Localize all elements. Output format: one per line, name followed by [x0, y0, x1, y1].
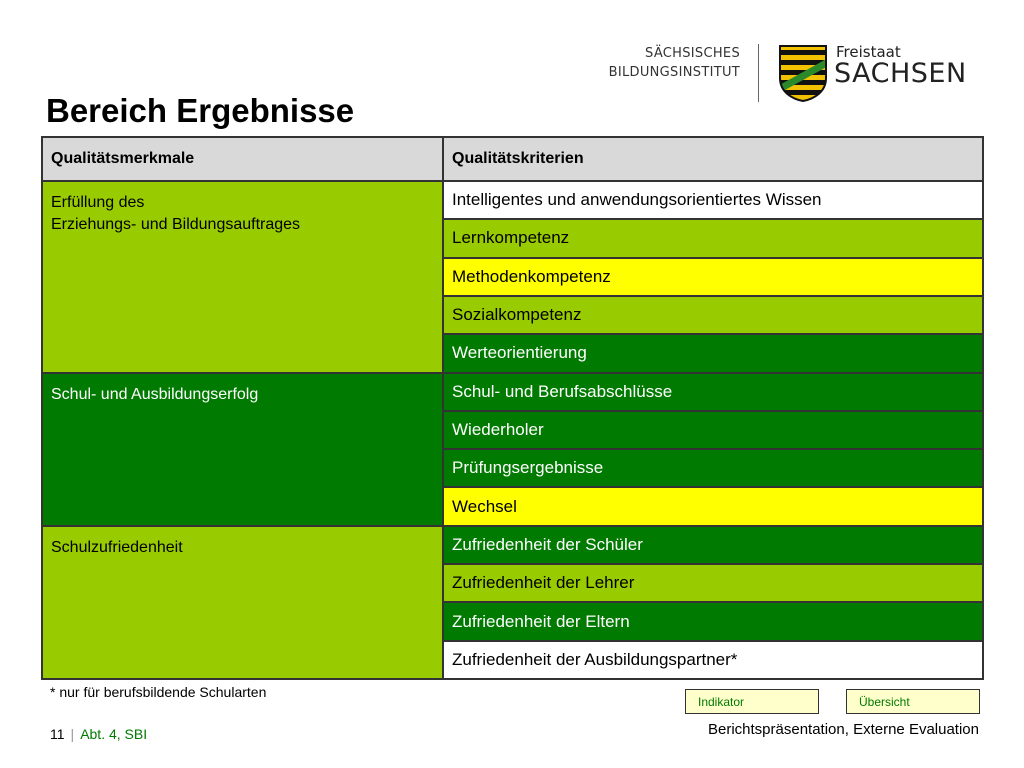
criterion-cell: Wechsel	[444, 488, 982, 524]
criterion-cell: Sozialkompetenz	[444, 297, 982, 333]
presentation-title: Berichtspräsentation, Externe Evaluation	[708, 721, 979, 738]
footnote: * nur für berufsbildende Schularten	[50, 684, 267, 700]
logo-divider	[758, 44, 759, 102]
footer-left	[50, 726, 147, 742]
criterion-cell: Prüfungsergebnisse	[444, 450, 982, 486]
group-label-line1: Erfüllung des	[51, 194, 145, 211]
footer-separator: |	[70, 726, 75, 742]
uebersicht-button[interactable]: Übersicht	[846, 689, 980, 714]
column-header-merkmale: Qualitätsmerkmale	[43, 138, 442, 180]
criterion-cell: Lernkompetenz	[444, 220, 982, 256]
group-cell-erfuellung	[43, 182, 442, 372]
group-cell-schulzufriedenheit	[43, 527, 442, 678]
page-title: Bereich Ergebnisse	[46, 92, 355, 129]
institute-name-line2: BILDUNGSINSTITUT	[608, 65, 740, 80]
column-header-kriterien: Qualitätskriterien	[444, 138, 982, 180]
results-table	[41, 136, 984, 680]
institute-logo-text	[588, 44, 740, 82]
criterion-cell: Wiederholer	[444, 412, 982, 448]
group-label: Schul- und Ausbildungserfolg	[51, 385, 259, 403]
criterion-cell: Werteorientierung	[444, 335, 982, 371]
group-label: Schulzufriedenheit	[51, 538, 183, 556]
state-name-small: Freistaat	[836, 43, 901, 61]
criterion-cell: Intelligentes und anwendungsorientiertes Wissen	[444, 182, 982, 218]
group-label-line2: Erziehungs- und Bildungsauftrages	[51, 216, 301, 233]
page-number: 11	[50, 726, 65, 742]
criterion-cell: Zufriedenheit der Schüler	[444, 527, 982, 563]
criterion-cell: Schul- und Berufsabschlüsse	[444, 374, 982, 410]
indikator-button[interactable]: Indikator	[685, 689, 819, 714]
group-cell-schulerfolg	[43, 374, 442, 525]
criterion-cell: Zufriedenheit der Lehrer	[444, 565, 982, 601]
institute-name-line1: SÄCHSISCHES	[645, 46, 740, 61]
saxony-coat-of-arms-icon	[778, 44, 828, 102]
state-name-big: SACHSEN	[834, 58, 967, 89]
criterion-cell: Methodenkompetenz	[444, 259, 982, 295]
department-label: Abt. 4, SBI	[80, 726, 148, 742]
criterion-cell: Zufriedenheit der Eltern	[444, 603, 982, 639]
criterion-cell: Zufriedenheit der Ausbildungspartner*	[444, 642, 982, 678]
